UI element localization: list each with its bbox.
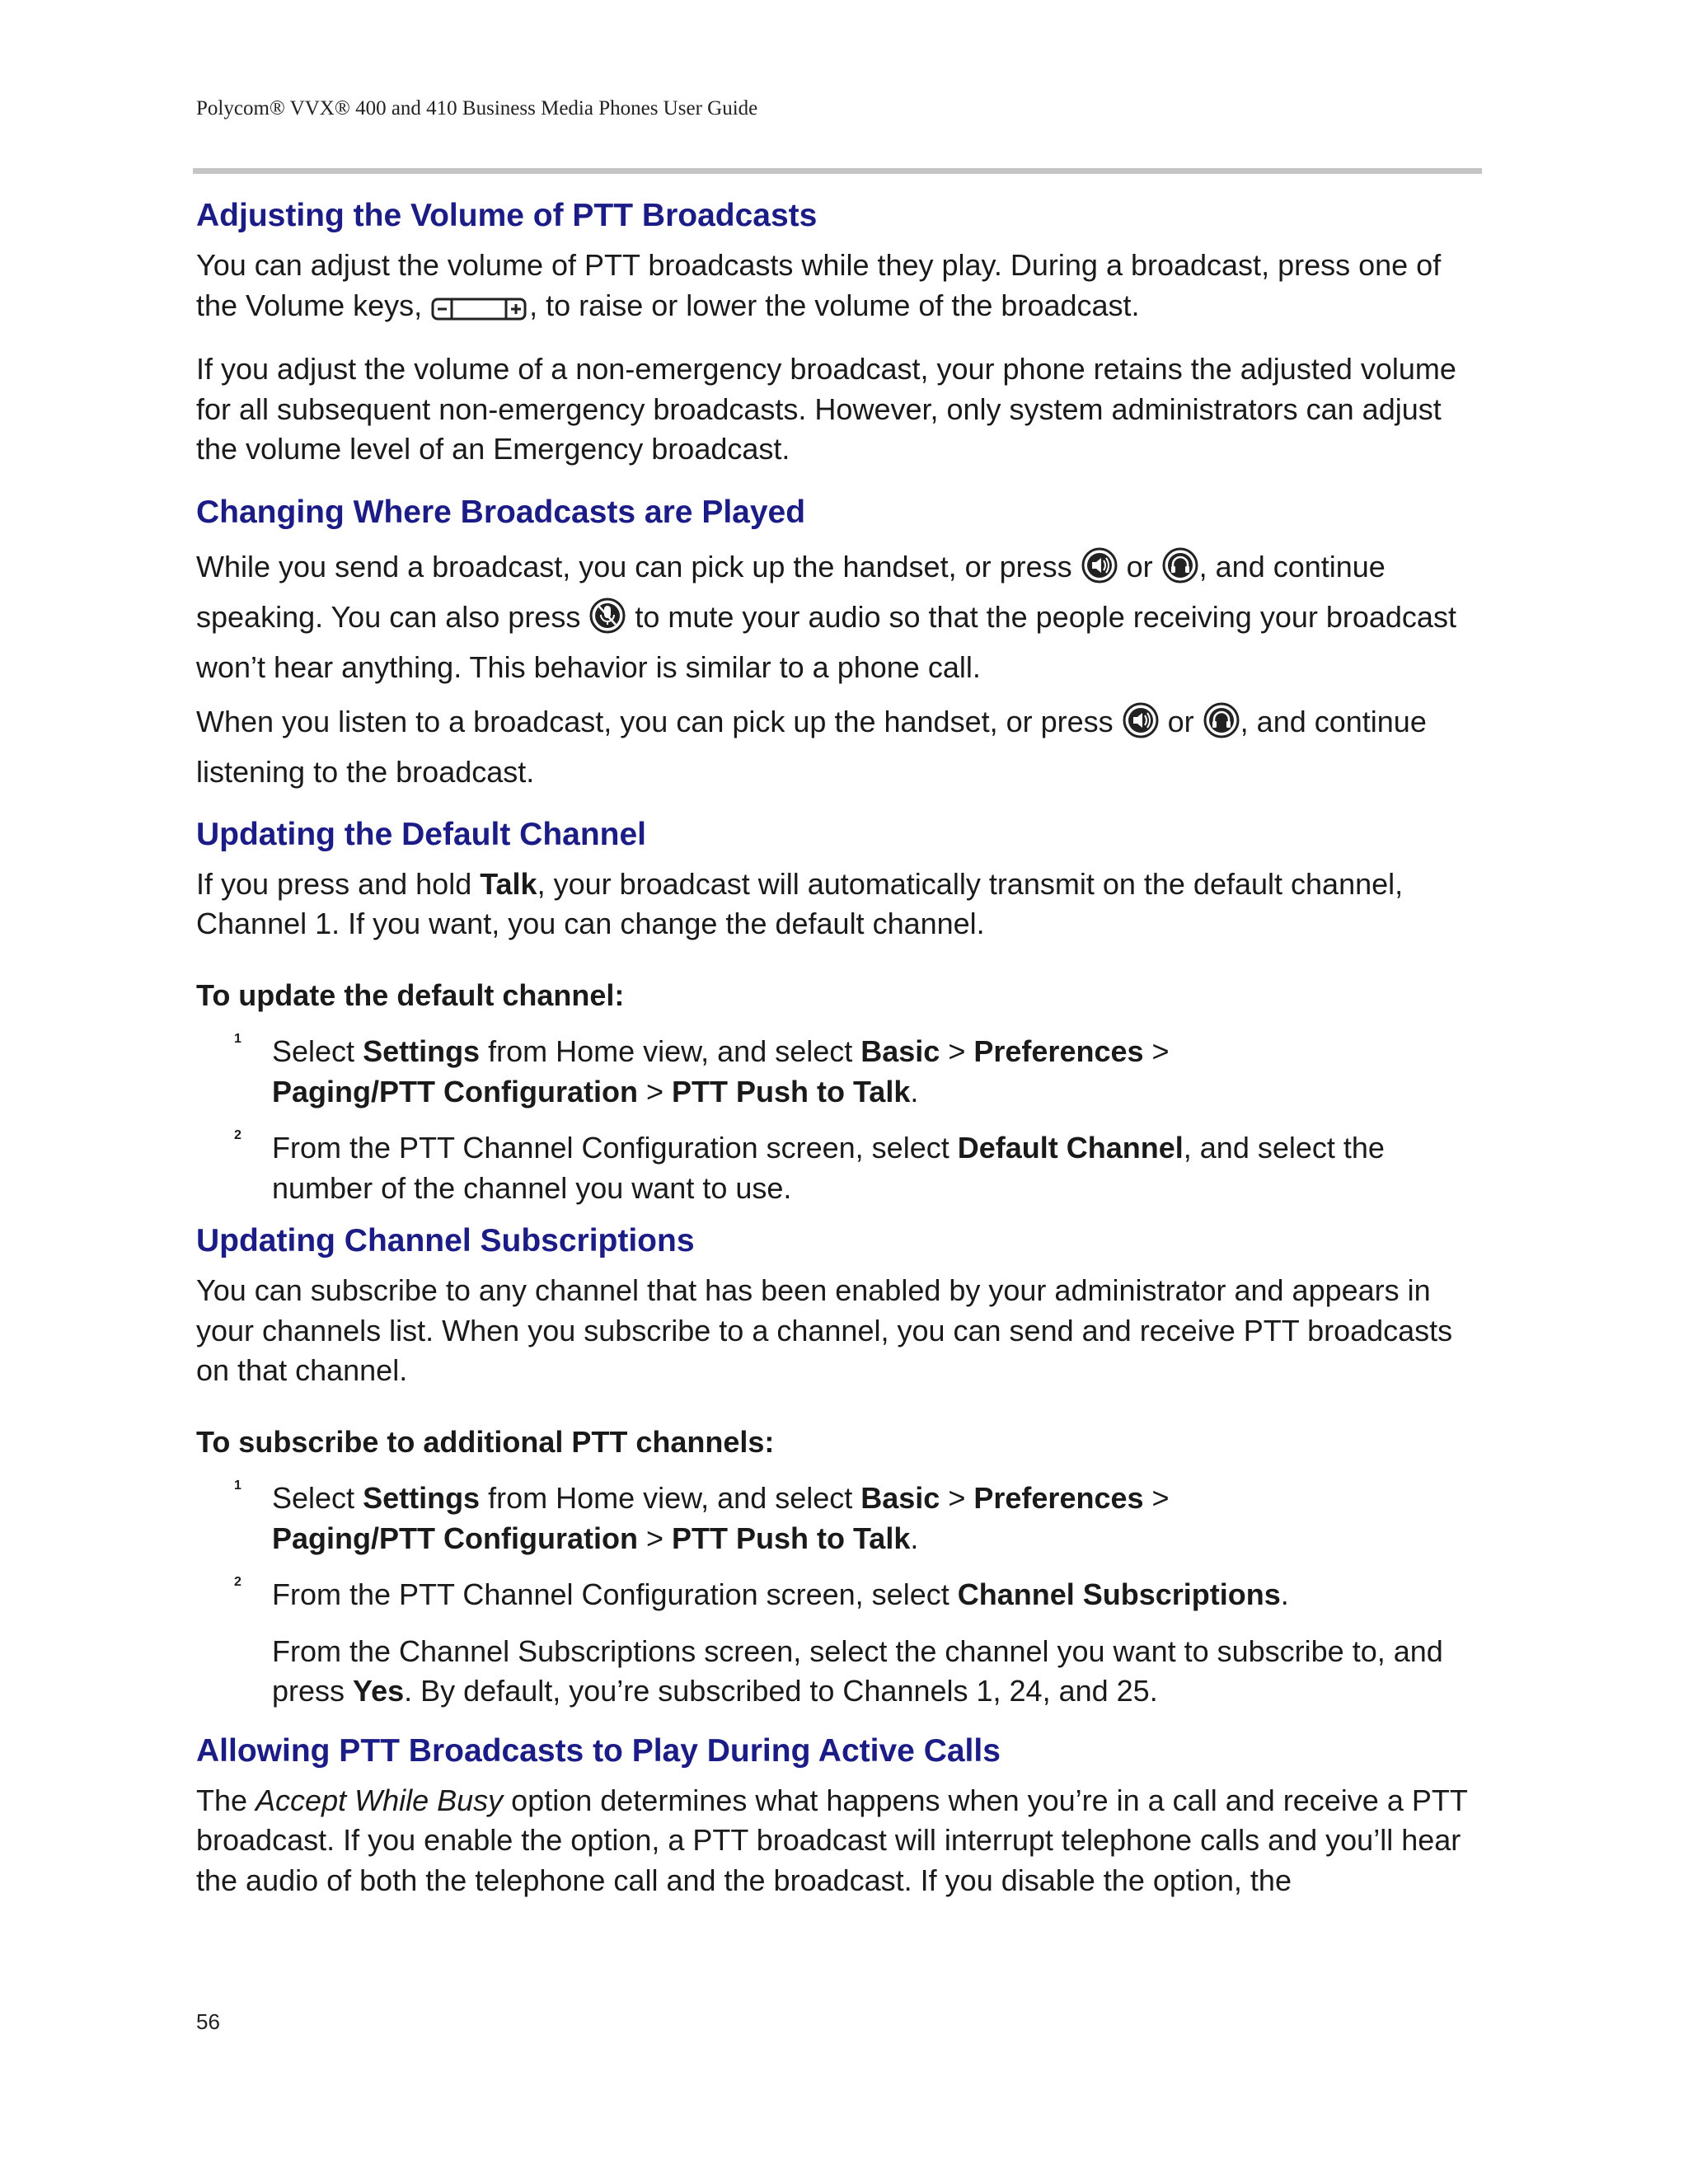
step-text: [272, 1479, 1486, 1558]
text-bold: Basic: [860, 1481, 940, 1515]
speakerphone-icon: [1081, 546, 1118, 596]
text: from Home view, and select: [480, 1481, 861, 1515]
text-bold: Talk: [480, 866, 537, 901]
text-bold: PTT Push to Talk: [671, 1074, 911, 1108]
procedure-title: To subscribe to additional PTT channels:: [196, 1424, 775, 1459]
step-number: 1: [234, 1479, 241, 1493]
text-bold: Paging/PTT Configuration: [272, 1074, 638, 1108]
text-bold: Default Channel: [957, 1131, 1184, 1165]
text: to mute your audio so that the people receiving your broadcast won’t hear anything. This behavior is similar to a phone call.: [196, 599, 1456, 684]
step-number: 2: [234, 1575, 241, 1589]
text: When you listen to a broadcast, you can pick up the handset, or press: [196, 704, 1122, 738]
paragraph: [196, 246, 1486, 333]
running-header: Polycom® VVX® 400 and 410 Business Media Phones User Guide: [196, 97, 758, 120]
text: The: [196, 1783, 256, 1817]
heading-changing-where: Changing Where Broadcasts are Played: [196, 494, 806, 530]
text: , and continue listening to the broadcast.: [196, 704, 1427, 789]
text: , and continue speaking. You can also press: [196, 549, 1386, 634]
text: >: [940, 1034, 974, 1068]
step-text: [272, 1128, 1486, 1208]
text: While you send a broadcast, you can pick up the handset, or press: [196, 549, 1081, 583]
speakerphone-icon: [1122, 701, 1160, 751]
text: , to raise or lower the volume of the broadcast.: [529, 288, 1140, 322]
procedure-step: [196, 1128, 1486, 1208]
text: >: [940, 1481, 974, 1515]
text: .: [910, 1521, 919, 1555]
headset-icon: [1161, 546, 1199, 596]
page-number: 56: [196, 2009, 220, 2034]
paragraph: [196, 1781, 1486, 1901]
text: >: [637, 1074, 672, 1108]
text: From the PTT Channel Configuration screen, select: [272, 1577, 958, 1611]
heading-updating-subscriptions: Updating Channel Subscriptions: [196, 1223, 695, 1258]
text-bold: Settings: [363, 1481, 481, 1515]
text: option determines what happens when you’re in a call and receive a PTT broadcast. If you enable the option, a PTT broadcast will interrupt telephone calls and you’ll hear the audio of both the telephone call and the broadcast. If you disable the option, the: [196, 1783, 1468, 1897]
text: >: [637, 1521, 672, 1555]
headset-icon: [1203, 701, 1240, 751]
procedure-step: [196, 1575, 1486, 1615]
text-bold: PTT Push to Talk: [671, 1521, 911, 1555]
text-bold: Preferences: [973, 1481, 1144, 1515]
page-content: [196, 191, 1486, 1900]
paragraph: [196, 865, 1486, 944]
procedure-step: [196, 1032, 1486, 1112]
step-text: [272, 1575, 1486, 1615]
text: . By default, you’re subscribed to Channels 1, 24, and 25.: [404, 1674, 1158, 1708]
text: , and select the number of the channel you want to use.: [272, 1131, 1385, 1205]
paragraph: You can subscribe to any channel that has been enabled by your administrator and appears in your channels list. When you subscribe to a channel, you can send and receive PTT broadcasts on that channel.: [196, 1273, 1453, 1387]
mute-icon: [588, 597, 626, 646]
heading-adjusting-volume: Adjusting the Volume of PTT Broadcasts: [196, 198, 818, 233]
text: or: [1159, 704, 1203, 738]
text: >: [1143, 1481, 1170, 1515]
text: >: [1143, 1034, 1170, 1068]
step-text: [272, 1032, 1486, 1112]
text-bold: Preferences: [973, 1034, 1144, 1068]
step-text: [272, 1632, 1486, 1712]
text: From the Channel Subscriptions screen, select the channel you want to subscribe to, and press: [272, 1633, 1443, 1708]
text: You can adjust the volume of PTT broadcasts while they play. During a broadcast, press one of the Volume keys,: [196, 248, 1442, 322]
procedure-step: [196, 1479, 1486, 1558]
text: .: [910, 1074, 919, 1108]
text-bold: Channel Subscriptions: [957, 1577, 1281, 1611]
text: If you press and hold: [196, 866, 481, 901]
paragraph: [196, 701, 1486, 794]
heading-updating-default-channel: Updating the Default Channel: [196, 816, 646, 852]
text: From the PTT Channel Configuration screen, select: [272, 1131, 958, 1165]
text: or: [1118, 549, 1161, 583]
paragraph: If you adjust the volume of a non-emergency broadcast, your phone retains the adjusted volume for all subsequent non-emergency broadcasts. However, only system administrators can adjust the volume level of an Emergency broadcast.: [196, 352, 1456, 466]
text: .: [1280, 1577, 1289, 1611]
step-number: 1: [234, 1032, 241, 1046]
paragraph: [196, 546, 1486, 689]
text: , your broadcast will automatically transmit on the default channel, Channel 1. If you want, you can change the default channel.: [196, 866, 1404, 940]
text: from Home view, and select: [480, 1034, 861, 1068]
procedure-title: To update the default channel:: [196, 977, 625, 1012]
text: Select: [272, 1481, 363, 1515]
text-bold: Yes: [353, 1674, 405, 1708]
text-bold: Paging/PTT Configuration: [272, 1521, 638, 1555]
header-rule: [193, 168, 1482, 174]
text-bold: Settings: [363, 1034, 481, 1068]
procedure-step-note: [196, 1632, 1486, 1712]
heading-allowing-ptt-active-calls: Allowing PTT Broadcasts to Play During Active Calls: [196, 1732, 1001, 1769]
text-italic: Accept While Busy: [256, 1783, 504, 1817]
text: Select: [272, 1034, 363, 1068]
volume-keys-icon: [430, 293, 529, 334]
step-number: 2: [234, 1128, 241, 1142]
text-bold: Basic: [860, 1034, 940, 1068]
